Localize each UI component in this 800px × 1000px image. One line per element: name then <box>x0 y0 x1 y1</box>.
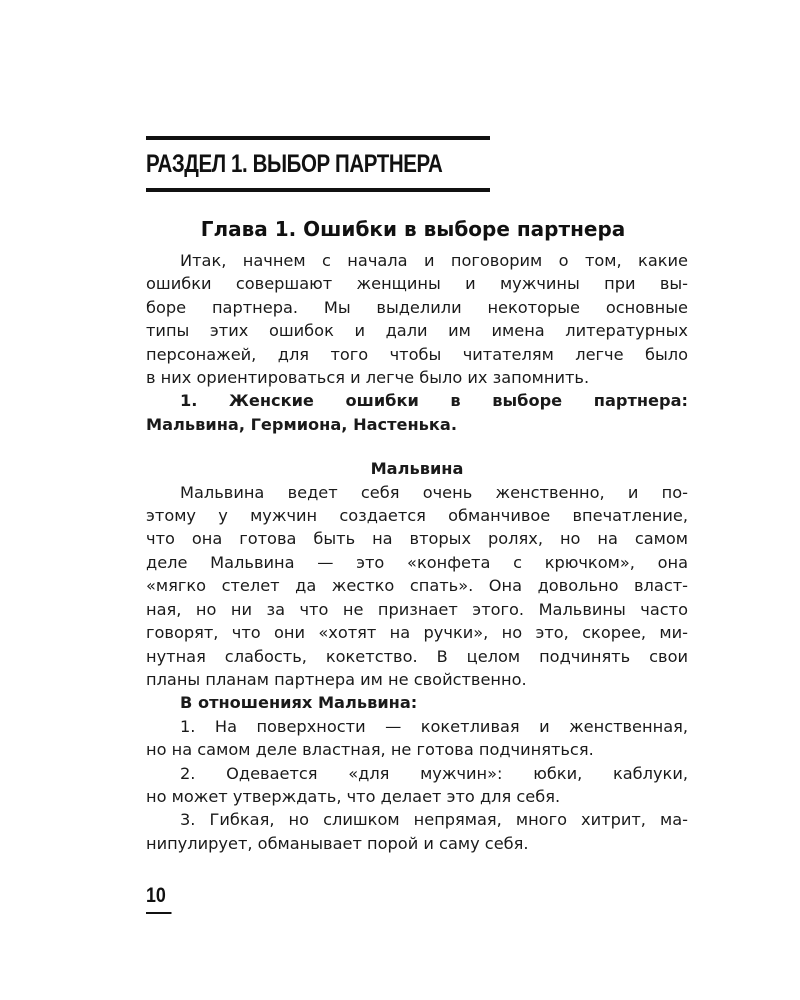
text-line: Мальвина ведет себя очень женственно, и по- <box>180 482 688 502</box>
text-line: нутная слабость, кокетство. В целом подчинять свои <box>146 646 688 666</box>
text-line: ошибки совершают женщины и мужчины при вы- <box>146 274 688 294</box>
text-line: 2. Одевается «для мужчин»: юбки, каблуки, <box>180 763 688 783</box>
text-line: в них ориентироваться и легче было их запомнить. <box>146 368 590 388</box>
page-number: 10 <box>146 882 172 914</box>
text-line: боре партнера. Мы выделили некоторые основные <box>146 297 688 317</box>
body-text <box>146 249 688 855</box>
intro-paragraph <box>146 249 688 389</box>
section-header <box>146 136 490 192</box>
text-line: планы планам партнера им не свойственно. <box>146 669 527 689</box>
text-line: говорят, что они «хотят на ручки», но это, скорее, ми- <box>146 623 688 643</box>
text-line: ная, но ни за что не признает этого. Мальвины часто <box>146 599 688 619</box>
text-line: В отношениях Мальвина: <box>180 693 418 713</box>
text-line: но может утверждать, что делает это для себя. <box>146 786 561 806</box>
text-line: но на самом деле властная, не готова подчиняться. <box>146 740 594 760</box>
text-line: Итак, начнем с начала и поговорим о том, какие <box>180 251 688 270</box>
text-line: что она готова быть на вторых ролях, но на самом <box>146 529 688 549</box>
relations-item-1 <box>146 715 688 762</box>
text-line: 1. На поверхности — кокетливая и женственная, <box>180 716 688 736</box>
relations-heading <box>146 691 688 714</box>
relations-item-3 <box>146 808 688 855</box>
text-line: «мягко стелет да жестко спать». Она довольно власт- <box>146 576 688 596</box>
relations-item-2 <box>146 762 688 809</box>
malvina-paragraph <box>146 481 688 692</box>
text-line: нипулирует, обманывает порой и саму себя. <box>146 833 529 853</box>
text-line: деле Мальвина — это «конфета с крючком», она <box>146 552 688 572</box>
text-line: типы этих ошибок и дали им имена литературных <box>146 321 688 341</box>
chapter-title: Глава 1. Ошибки в выборе партнера <box>200 217 626 241</box>
text-line: Мальвина, Гермиона, Настенька. <box>146 414 457 434</box>
text-line: 1. Женские ошибки в выборе партнера: <box>180 391 688 411</box>
women-errors-paragraph <box>146 389 688 436</box>
text-line: персонажей, для того чтобы читателям легче было <box>146 344 688 364</box>
text-line: 3. Гибкая, но слишком непрямая, много хитрит, ма- <box>180 810 688 830</box>
text-line: этому у мужчин создается обманчивое впечатление, <box>146 506 688 526</box>
malvina-heading: Мальвина <box>370 459 464 479</box>
section-title: РАЗДЕЛ 1. ВЫБОР ПАРТНЕРА <box>146 150 443 178</box>
